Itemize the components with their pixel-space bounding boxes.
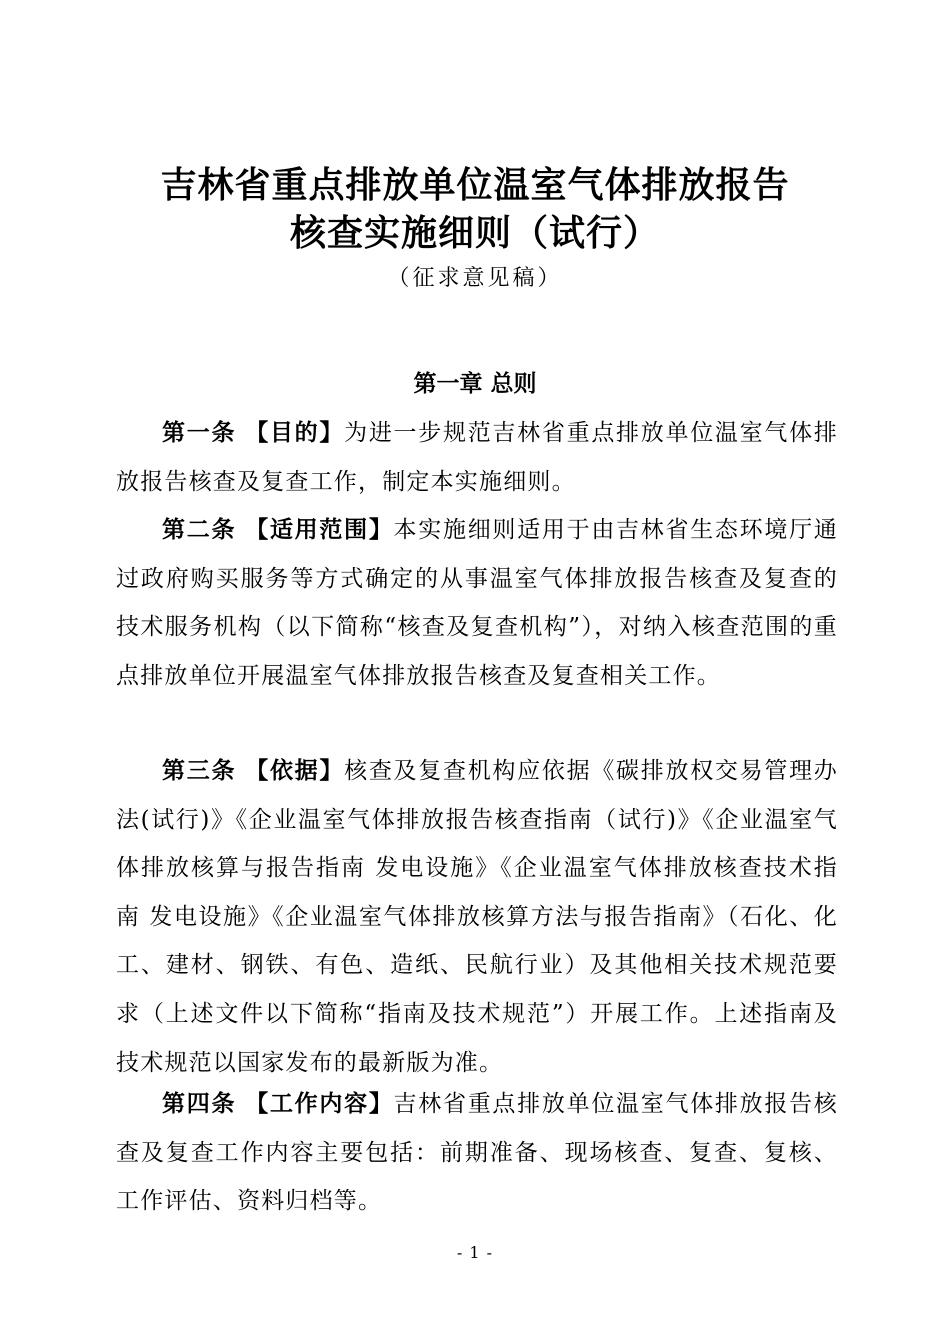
document-title-line-2: 核查实施细则（试行） <box>289 213 660 254</box>
article-number: 第一条 <box>162 420 237 446</box>
article-4 <box>116 1080 838 1226</box>
article-text: 吉林省重点排放单位温室气体排放报告核查及复查工作内容主要包括：前期准备、现场核查、复查、复核、工作评估、资料归档等。 <box>116 1091 839 1215</box>
article-number: 第三条 <box>162 758 237 784</box>
page-number: - 1 - <box>456 1243 494 1262</box>
article-tag: 【适用范围】 <box>245 516 394 543</box>
article-text: 核查及复查机构应依据《碳排放权交易管理办法(试行)》《企业温室气体排放报告核查指南（试行)》《企业温室气体排放核算与报告指南 发电设施》《企业温室气体排放核查技术指南 发电设施》《企业温室气体排放核算方法与报告指南》（石化、化工、建材、钢铁、有色、造纸、民航行业）及其他相关技术规范要求（上述文件以下简称“指南及技术规范”）开展工作。上述指南及技术规范以国家发布的最新版为准。 <box>116 758 839 1076</box>
article-number: 第四条 <box>162 1091 237 1117</box>
article-tag: 【目的】 <box>245 419 345 446</box>
document-subtitle: （征求意见稿） <box>387 266 563 291</box>
article-1 <box>116 409 838 506</box>
article-text: 本实施细则适用于由吉林省生态环境厅通过政府购买服务等方式确定的从事温室气体排放报告核查及复查的技术服务机构（以下简称“核查及复查机构”），对纳入核查范围的重点排放单位开展温室气体排放报告核查及复查相关工作。 <box>116 517 839 689</box>
article-text: 为进一步规范吉林省重点排放单位温室气体排放报告核查及复查工作，制定本实施细则。 <box>116 420 839 495</box>
document-title-line-1: 吉林省重点排放单位温室气体排放报告 <box>160 165 790 206</box>
article-tag: 【依据】 <box>245 757 345 784</box>
article-2 <box>116 506 838 700</box>
article-tag: 【工作内容】 <box>245 1090 394 1117</box>
chapter-heading: 第一章 总则 <box>413 371 537 397</box>
article-number: 第二条 <box>162 517 237 543</box>
article-3 <box>116 747 838 1087</box>
